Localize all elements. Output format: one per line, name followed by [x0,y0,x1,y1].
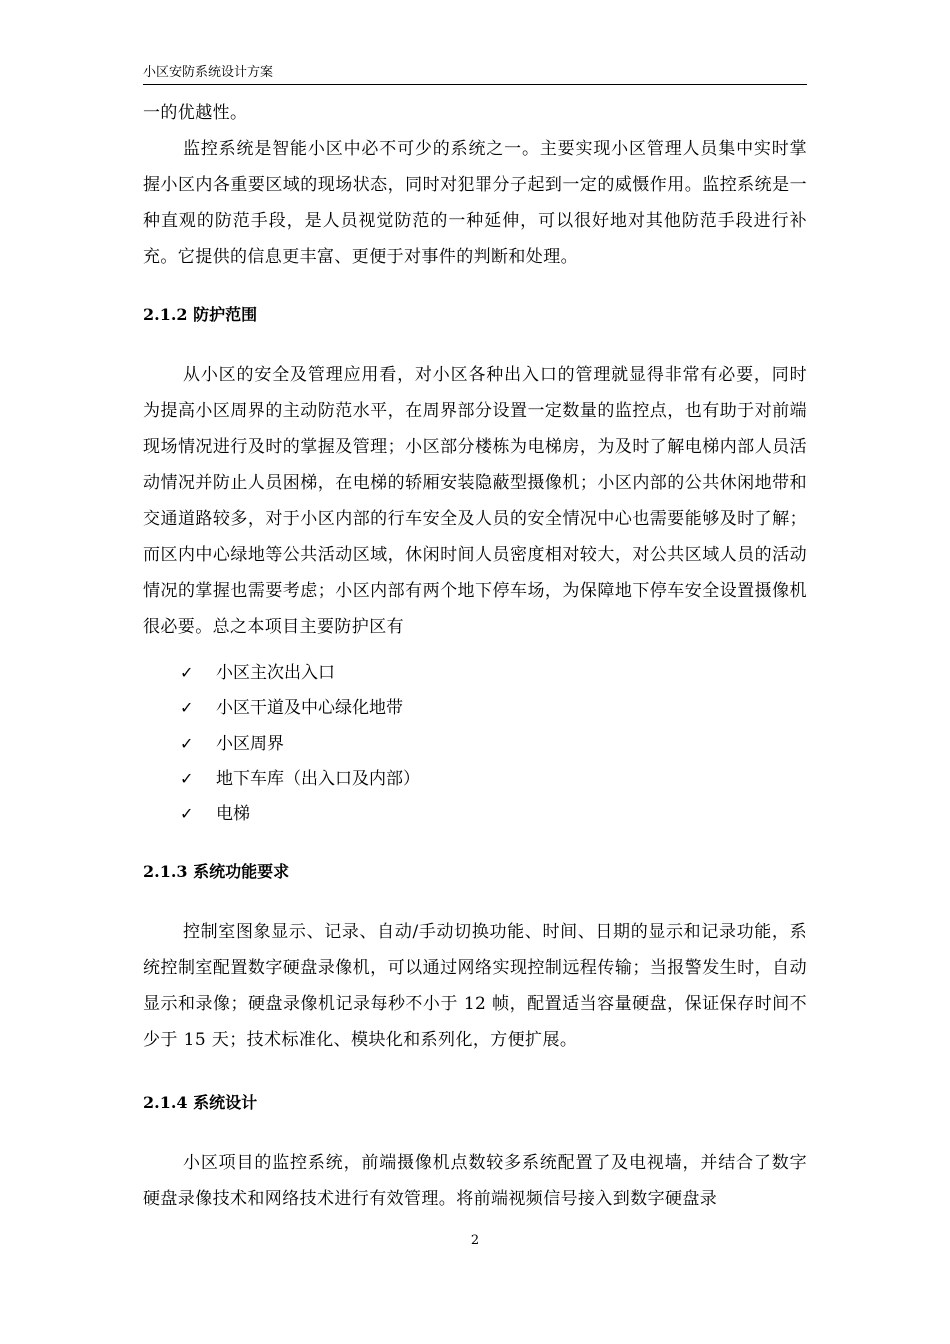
list-item [180,761,420,796]
page-number: 2 [470,1233,480,1248]
list-item [180,690,420,725]
list-item [180,655,420,690]
page-header: 小区安防系统设计方案 [143,64,807,85]
list-item [180,726,420,761]
paragraph-continuation: 一的优越性。 [143,103,248,123]
list-item-text: 电梯 [216,804,250,825]
checkmark-icon: ✓ [180,698,194,718]
protection-area-list [180,655,420,831]
list-item-text: 小区周界 [216,733,284,754]
paragraph-function-requirements: 控制室图象显示、记录、自动/手动切换功能、时间、日期的显示和记录功能，系统控制室配置数字硬盘录像机，可以通过网络实现控制远程传输；当报警发生时，自动显示和录像；硬盘录像机记录每秒不小于 12 帧，配置适当容量硬盘，保证保存时间不少于 15 天；技术标准化、模块化和系列化，方便扩展。 [143,922,807,1050]
paragraph-monitoring-intro: 监控系统是智能小区中必不可少的系统之一。主要实现小区管理人员集中实时掌握小区内各重要区域的现场状态，同时对犯罪分子起到一定的威慑作用。监控系统是一种直观的防范手段，是人员视觉防范的一种延伸，可以很好地对其他防范手段进行补充。它提供的信息更丰富、更便于对事件的判断和处理。 [143,139,807,267]
paragraph-protection-scope: 从小区的安全及管理应用看，对小区各种出入口的管理就显得非常有必要，同时为提高小区周界的主动防范水平，在周界部分设置一定数量的监控点，也有助于对前端现场情况进行及时的掌握及管理；小区部分楼栋为电梯房，为及时了解电梯内部人员活动情况并防止人员困梯，在电梯的轿厢安装隐蔽型摄像机；小区内部的公共休闲地带和交通道路较多，对于小区内部的行车安全及人员的安全情况中心也需要能够及时了解；而区内中心绿地等公共活动区域，休闲时间人员密度相对较大，对公共区域人员的活动情况的掌握也需要考虑；小区内部有两个地下停车场，为保障地下停车安全设置摄像机很必要。总之本项目主要防护区有 [143,365,807,637]
paragraph-system-design: 小区项目的监控系统，前端摄像机点数较多系统配置了及电视墙，并结合了数字硬盘录像技术和网络技术进行有效管理。将前端视频信号接入到数字硬盘录 [143,1153,807,1209]
list-item-text: 地下车库（出入口及内部） [216,768,420,789]
section-heading-2-1-3: 2.1.3 系统功能要求 [143,862,290,881]
list-item-text: 小区干道及中心绿化地带 [216,698,403,719]
list-item-text: 小区主次出入口 [216,663,335,683]
section-heading-2-1-4: 2.1.4 系统设计 [143,1093,258,1112]
checkmark-icon: ✓ [180,804,194,824]
list-item [180,796,420,831]
checkmark-icon: ✓ [180,733,194,753]
checkmark-icon: ✓ [180,663,194,682]
checkmark-icon: ✓ [180,768,194,788]
section-heading-2-1-2: 2.1.2 防护范围 [143,305,258,324]
